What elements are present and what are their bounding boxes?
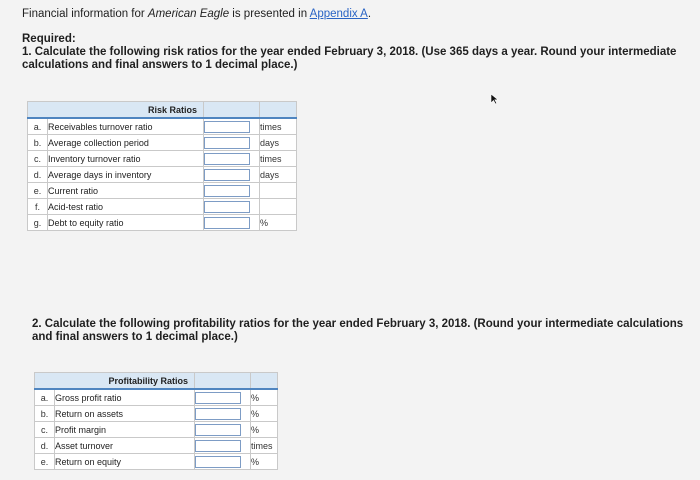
answer-cell: [204, 199, 260, 215]
intro-suffix: .: [367, 8, 372, 20]
risk-ratio-row: [28, 118, 297, 135]
risk-ratio-row: [28, 199, 297, 215]
answer-cell: [195, 406, 251, 422]
unit-label: %: [251, 406, 278, 422]
unit-label: times: [260, 151, 297, 167]
row-letter: d.: [28, 167, 48, 183]
ratio-name: Profit margin: [55, 422, 195, 438]
row-letter: c.: [28, 151, 48, 167]
answer-cell: [195, 454, 251, 470]
answer-cell: [204, 167, 260, 183]
answer-input[interactable]: [204, 185, 250, 197]
answer-input[interactable]: [204, 169, 250, 181]
ratio-name: Debt to equity ratio: [48, 215, 204, 231]
question-2-instructions: (Round your intermediate calculations and final answers to 1 decimal place.): [32, 318, 684, 343]
ratio-name: Average days in inventory: [48, 167, 204, 183]
unit-label: times: [260, 118, 297, 135]
answer-input[interactable]: [195, 408, 241, 420]
risk-ratio-row: [28, 167, 297, 183]
answer-cell: [204, 215, 260, 231]
answer-input[interactable]: [195, 456, 241, 468]
risk-header-unit: [260, 102, 297, 119]
required-heading: Required:: [22, 33, 76, 45]
answer-cell: [204, 183, 260, 199]
row-letter: f.: [28, 199, 48, 215]
profitability-ratio-row: [35, 438, 278, 454]
question-2: [32, 318, 692, 344]
answer-input[interactable]: [204, 217, 250, 229]
intro-text: [22, 8, 371, 20]
risk-ratio-row: [28, 215, 297, 231]
intro-prefix: Financial information for: [22, 8, 148, 20]
row-letter: d.: [35, 438, 55, 454]
answer-input[interactable]: [204, 153, 250, 165]
answer-input[interactable]: [195, 392, 241, 404]
risk-ratio-row: [28, 135, 297, 151]
row-letter: g.: [28, 215, 48, 231]
row-letter: e.: [28, 183, 48, 199]
answer-input[interactable]: [195, 440, 241, 452]
unit-label: %: [251, 454, 278, 470]
ratio-name: Receivables turnover ratio: [48, 118, 204, 135]
row-letter: a.: [28, 118, 48, 135]
answer-cell: [204, 118, 260, 135]
appendix-a-link[interactable]: Appendix A: [309, 8, 368, 20]
answer-cell: [195, 389, 251, 406]
unit-label: %: [260, 215, 297, 231]
question-1-text: 1. Calculate the following risk ratios for the year ended February 3, 2018.: [22, 46, 422, 58]
profitability-ratio-row: [35, 406, 278, 422]
row-letter: b.: [28, 135, 48, 151]
row-letter: a.: [35, 389, 55, 406]
ratio-name: Return on equity: [55, 454, 195, 470]
answer-cell: [195, 438, 251, 454]
ratio-name: Current ratio: [48, 183, 204, 199]
unit-label: days: [260, 167, 297, 183]
risk-header-answer: [204, 102, 260, 119]
risk-ratios-table: [27, 101, 297, 231]
row-letter: e.: [35, 454, 55, 470]
risk-ratio-row: [28, 151, 297, 167]
profitability-ratio-row: [35, 422, 278, 438]
question-2-text: 2. Calculate the following profitability ratios for the year ended February 3, 2018.: [32, 318, 474, 330]
profitability-ratios-title: Profitability Ratios: [35, 373, 195, 390]
profitability-ratio-row: [35, 454, 278, 470]
answer-cell: [204, 135, 260, 151]
profitability-ratio-row: [35, 389, 278, 406]
ratio-name: Return on assets: [55, 406, 195, 422]
unit-label: [260, 199, 297, 215]
ratio-name: Inventory turnover ratio: [48, 151, 204, 167]
answer-cell: [204, 151, 260, 167]
answer-cell: [195, 422, 251, 438]
answer-input[interactable]: [204, 137, 250, 149]
company-name: American Eagle: [147, 8, 230, 20]
unit-label: times: [251, 438, 278, 454]
question-1: [22, 46, 692, 72]
profit-header-answer: [195, 373, 251, 390]
intro-middle: is presented in: [229, 8, 310, 20]
row-letter: b.: [35, 406, 55, 422]
risk-ratio-row: [28, 183, 297, 199]
unit-label: days: [260, 135, 297, 151]
ratio-name: Asset turnover: [55, 438, 195, 454]
unit-label: %: [251, 422, 278, 438]
answer-input[interactable]: [204, 201, 250, 213]
row-letter: c.: [35, 422, 55, 438]
ratio-name: Average collection period: [48, 135, 204, 151]
mouse-pointer-icon: [489, 93, 499, 105]
profitability-ratios-table: [34, 372, 278, 470]
answer-input[interactable]: [204, 121, 250, 133]
ratio-name: Acid-test ratio: [48, 199, 204, 215]
answer-input[interactable]: [195, 424, 241, 436]
question-1-instructions: (Use 365 days a year. Round your intermediate calculations and final answers to 1 decimal place.): [22, 46, 677, 71]
unit-label: [260, 183, 297, 199]
ratio-name: Gross profit ratio: [55, 389, 195, 406]
profit-header-unit: [251, 373, 278, 390]
risk-ratios-title: Risk Ratios: [28, 102, 204, 119]
unit-label: %: [251, 389, 278, 406]
